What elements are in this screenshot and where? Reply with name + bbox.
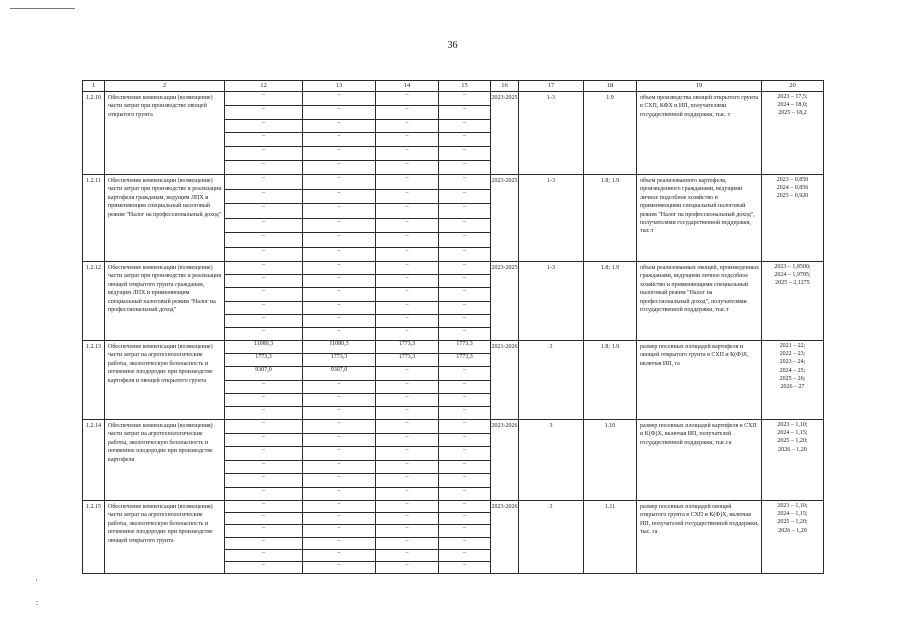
- funding-subrows: [225, 175, 302, 261]
- funding-value: –: [262, 161, 265, 168]
- funding-value: –: [225, 538, 302, 550]
- funding-value: –: [439, 381, 490, 394]
- indicator-values: [762, 262, 824, 341]
- funding-cell-c12: [225, 92, 303, 175]
- funding-value: –: [376, 204, 438, 219]
- indicator-value-line: 2025 – 1,20;: [777, 519, 808, 526]
- indicator-value-line: 2026 – 1,20: [778, 446, 807, 453]
- funding-value: –: [303, 420, 375, 434]
- indicator-value-line: 2024 – 1,9795;: [774, 272, 811, 279]
- funding-value: –: [376, 233, 438, 248]
- funding-value: –: [225, 302, 302, 315]
- header-cell: 14: [376, 81, 439, 92]
- funding-value: –: [405, 406, 409, 413]
- row-number: 1.2.13: [83, 341, 105, 420]
- funding-subrows: [376, 175, 438, 261]
- measure-name: Обеспечение компенсации (возмещение) части затрат при производстве и реализации овощей открытого грунта гражданам, ведущим ЛПХ и применяющим специальный налоговый режим "Налог на профессиональный доход": [105, 262, 225, 341]
- funding-value: –: [225, 204, 302, 219]
- funding-value: –: [405, 487, 409, 494]
- funding-value: –: [225, 106, 302, 120]
- table-row: [83, 341, 824, 420]
- funding-value: –: [337, 487, 341, 494]
- funding-value: –: [262, 247, 265, 254]
- funding-value: –: [439, 461, 490, 475]
- funding-value: –: [303, 219, 375, 234]
- top-rule: [10, 8, 75, 9]
- indicator-values: [762, 501, 824, 574]
- funding-value: –: [225, 394, 302, 407]
- funding-value: –: [376, 106, 438, 120]
- header-cell: 19: [637, 81, 762, 92]
- funding-value: –: [376, 538, 438, 550]
- funding-value: –: [303, 133, 375, 147]
- measure-name: Обеспечение компенсации (возмещения) части затрат на агротехнологические работы, экологическую безопасность и почвенное плодородие при производстве картофеля: [105, 420, 225, 501]
- program-table: [82, 80, 824, 574]
- funding-value: –: [262, 487, 265, 494]
- funding-value: –: [439, 190, 490, 205]
- goal-ref-cell: 3: [519, 501, 584, 574]
- funding-value: 1773,3: [439, 354, 490, 367]
- funding-subrows: [303, 175, 375, 261]
- indicator-value-line: 2025 – 1,20;: [777, 438, 808, 445]
- indicator-value-line: 2023 – 1,8500;: [774, 264, 811, 270]
- funding-cell-c14: [376, 501, 439, 574]
- funding-value: –: [225, 190, 302, 205]
- funding-subrows: [225, 262, 302, 340]
- funding-value: –: [439, 420, 490, 434]
- indicator-value-line: 2025 – 26;: [779, 375, 806, 382]
- indicator-value-line: 2023 – 24;: [779, 359, 806, 366]
- funding-value: –: [439, 367, 490, 380]
- funding-value: –: [225, 175, 302, 190]
- table-row: [83, 175, 824, 262]
- funding-value: –: [376, 367, 438, 380]
- funding-value: –: [439, 434, 490, 448]
- header-cell: 18: [584, 81, 637, 92]
- header-cell: 1: [83, 81, 105, 92]
- funding-subrows: [439, 501, 490, 573]
- funding-value: –: [225, 474, 302, 488]
- period-cell: 2023-2025: [491, 92, 519, 175]
- funding-value: –: [303, 204, 375, 219]
- indicator-description: размер посевных площадей овощей открытого грунта в СХП и К(Ф)Х, включая ИП, получателей государственной поддержки, тыс. га: [637, 501, 762, 574]
- funding-value: –: [376, 147, 438, 161]
- indicator-ref-cell: 1.8; 1.9: [584, 341, 637, 420]
- funding-value: –: [303, 447, 375, 461]
- funding-value: –: [262, 406, 265, 413]
- goal-ref-cell: 3: [519, 341, 584, 420]
- header-cell: 16: [491, 81, 519, 92]
- funding-value: –: [303, 538, 375, 550]
- funding-cell-c13: [303, 420, 376, 501]
- funding-value: –: [225, 420, 302, 434]
- indicator-description: объем производства овощей открытого грунта в СХП, КФХ и ИП, получателями государственной поддержки, тыс. т: [637, 92, 762, 175]
- funding-value: –: [376, 381, 438, 394]
- funding-value: –: [463, 487, 466, 494]
- indicator-values: [762, 420, 824, 501]
- funding-cell-c13: [303, 175, 376, 262]
- funding-subrows: [225, 420, 302, 500]
- funding-value: –: [225, 550, 302, 562]
- funding-value: –: [225, 434, 302, 448]
- funding-value: –: [225, 461, 302, 475]
- funding-value: –: [439, 394, 490, 407]
- funding-value: –: [439, 219, 490, 234]
- indicator-description: размер посевных площадей картофеля и овощей открытого грунта в СХП и К(Ф)Х, включая ИП, га: [637, 341, 762, 420]
- funding-value: –: [405, 161, 409, 168]
- funding-value: –: [303, 233, 375, 248]
- funding-value: 9307,0: [225, 367, 302, 380]
- funding-value: –: [376, 394, 438, 407]
- funding-value: –: [463, 561, 466, 568]
- funding-value: –: [225, 147, 302, 161]
- funding-value: –: [439, 233, 490, 248]
- funding-value: –: [262, 327, 265, 334]
- funding-cell-c13: [303, 341, 376, 420]
- indicator-value-line: 2024 – 1,15;: [777, 511, 808, 518]
- funding-cell-c12: [225, 501, 303, 574]
- funding-value: –: [405, 561, 409, 568]
- funding-value: –: [376, 501, 438, 513]
- funding-value: –: [439, 447, 490, 461]
- funding-value: –: [303, 461, 375, 475]
- funding-subrows: [376, 341, 438, 419]
- funding-value: –: [337, 561, 341, 568]
- funding-value: –: [303, 394, 375, 407]
- funding-value: –: [439, 501, 490, 513]
- indicator-ref-cell: 1.11: [584, 501, 637, 574]
- header-cell: 12: [225, 81, 303, 92]
- indicator-ref-cell: 1.8; 1.9: [584, 262, 637, 341]
- funding-value: –: [376, 420, 438, 434]
- funding-value: –: [303, 315, 375, 328]
- measure-name: Обеспечение компенсации (возмещение) части затрат при производстве овощей открытого грунта: [105, 92, 225, 175]
- funding-cell-c14: [376, 92, 439, 175]
- funding-value: –: [303, 302, 375, 315]
- funding-value: –: [439, 204, 490, 219]
- funding-value: –: [376, 175, 438, 190]
- goal-ref-cell: 1-3: [519, 92, 584, 175]
- funding-value: –: [376, 190, 438, 205]
- funding-subrows: [439, 175, 490, 261]
- funding-value: –: [303, 381, 375, 394]
- measure-name: Обеспечение компенсации (возмещения) части затрат на агротехнологические работы, экологическую безопасность и почвенное плодородие при производстве овощей открытого грунта: [105, 501, 225, 574]
- row-number: 1.2.15: [83, 501, 105, 574]
- funding-subrows: [376, 501, 438, 573]
- funding-subrows: [439, 262, 490, 340]
- funding-value: 1773,3: [376, 341, 438, 354]
- funding-cell-c14: [376, 420, 439, 501]
- funding-value: –: [303, 147, 375, 161]
- indicator-value-line: 2023 – 0,850: [776, 177, 809, 183]
- funding-value: 11080,3: [303, 341, 375, 354]
- funding-value: –: [225, 219, 302, 234]
- funding-value: –: [405, 247, 409, 254]
- funding-value: –: [439, 120, 490, 134]
- funding-value: –: [405, 327, 409, 334]
- period-cell: 2023-2025: [491, 262, 519, 341]
- funding-value: –: [376, 315, 438, 328]
- period-cell: 2023-2026: [491, 501, 519, 574]
- indicator-value-line: 2024 – 0,856: [776, 185, 809, 192]
- indicator-value-line: 2024 – 25;: [779, 367, 806, 374]
- row-number: 1.2.11: [83, 175, 105, 262]
- funding-value: –: [376, 288, 438, 301]
- table-row: [83, 92, 824, 175]
- funding-value: –: [439, 133, 490, 147]
- funding-value: –: [376, 447, 438, 461]
- indicator-description: объем реализованного картофеля, произведенного гражданами, ведущими личное подсобное хозяйство и применяющими специальный налоговый режим "Налог на профессиональный доход", получателями государственной поддержки, тыс.т: [637, 175, 762, 262]
- funding-subrows: [303, 501, 375, 573]
- indicator-value-line: 2023 – 1,10;: [777, 422, 808, 428]
- funding-subrows: [439, 420, 490, 500]
- program-table-sheet: [82, 80, 823, 566]
- funding-value: –: [337, 161, 341, 168]
- funding-value: –: [439, 474, 490, 488]
- funding-value: –: [439, 262, 490, 275]
- indicator-value-line: 2025 – 0,920: [776, 193, 809, 200]
- indicator-value-line: 2021 – 22;: [779, 343, 806, 349]
- indicator-values: [762, 175, 824, 262]
- indicator-ref-cell: 1.10: [584, 420, 637, 501]
- indicator-value-line: 2023 – 1,10;: [777, 503, 808, 509]
- funding-value: –: [439, 288, 490, 301]
- header-cell: 2: [105, 81, 225, 92]
- table-row: [83, 420, 824, 501]
- indicator-value-line: 2022 – 23;: [779, 351, 806, 358]
- row-number: 1.2.10: [83, 92, 105, 175]
- header-cell: 13: [303, 81, 376, 92]
- funding-value: –: [303, 190, 375, 205]
- funding-value: –: [337, 247, 341, 254]
- funding-subrows: [303, 420, 375, 500]
- funding-cell-c15: [439, 175, 491, 262]
- funding-value: –: [439, 147, 490, 161]
- funding-value: –: [376, 92, 438, 106]
- funding-cell-c12: [225, 420, 303, 501]
- header-cell: 17: [519, 81, 584, 92]
- funding-value: –: [303, 434, 375, 448]
- funding-value: –: [225, 513, 302, 525]
- funding-value: –: [303, 275, 375, 288]
- funding-value: –: [303, 474, 375, 488]
- funding-value: –: [463, 247, 466, 254]
- measure-name: Обеспечение компенсации (возмещение) части затрат на агротехнологические работы, экологическую безопасность и почвенное плодородие при производстве картофеля и овощей открытого грунта: [105, 341, 225, 420]
- funding-cell-c12: [225, 262, 303, 341]
- funding-subrows: [376, 92, 438, 174]
- indicator-value-line: 2023 – 17,5;: [777, 94, 808, 100]
- funding-value: –: [225, 288, 302, 301]
- funding-subrows: [225, 341, 302, 419]
- funding-value: –: [303, 513, 375, 525]
- header-row: [83, 81, 824, 92]
- funding-value: –: [463, 161, 466, 168]
- funding-value: 1773,3: [303, 354, 375, 367]
- period-cell: 2023-2026: [491, 420, 519, 501]
- funding-value: –: [376, 219, 438, 234]
- funding-value: –: [376, 513, 438, 525]
- funding-cell-c15: [439, 501, 491, 574]
- funding-value: 1773,3: [439, 341, 490, 354]
- funding-value: –: [439, 538, 490, 550]
- funding-value: –: [303, 175, 375, 190]
- row-number: 1.2.14: [83, 420, 105, 501]
- funding-value: –: [303, 92, 375, 106]
- margin-mark: :: [36, 598, 39, 607]
- page-number: 36: [447, 40, 458, 51]
- funding-cell-c12: [225, 175, 303, 262]
- funding-value: –: [225, 133, 302, 147]
- funding-value: –: [337, 406, 341, 413]
- funding-value: –: [439, 175, 490, 190]
- indicator-value-line: 2024 – 1,15;: [777, 430, 808, 437]
- funding-value: –: [376, 461, 438, 475]
- funding-value: –: [303, 525, 375, 537]
- funding-value: –: [439, 302, 490, 315]
- funding-value: –: [225, 525, 302, 537]
- funding-value: –: [376, 120, 438, 134]
- funding-value: –: [439, 315, 490, 328]
- funding-value: –: [376, 474, 438, 488]
- funding-value: –: [376, 262, 438, 275]
- funding-subrows: [303, 262, 375, 340]
- funding-value: –: [225, 92, 302, 106]
- funding-cell-c14: [376, 341, 439, 420]
- funding-value: –: [376, 434, 438, 448]
- period-cell: 2023-2025: [491, 175, 519, 262]
- funding-value: –: [439, 92, 490, 106]
- indicator-value-line: 2025 – 18,2: [778, 110, 807, 117]
- funding-value: –: [463, 406, 466, 413]
- funding-value: –: [225, 233, 302, 248]
- funding-value: –: [303, 262, 375, 275]
- funding-value: –: [225, 447, 302, 461]
- margin-mark: ': [36, 578, 38, 587]
- funding-value: –: [303, 288, 375, 301]
- indicator-values: [762, 92, 824, 175]
- funding-cell-c14: [376, 262, 439, 341]
- funding-value: –: [262, 561, 265, 568]
- row-number: 1.2.12: [83, 262, 105, 341]
- funding-subrows: [225, 92, 302, 174]
- funding-subrows: [439, 92, 490, 174]
- indicator-description: объем реализованных овощей, произведенных гражданами, ведущими личное подсобное хозяйство и применяющими специальный налоговый режим "Налог на профессиональный доход", получателями государственной поддержки, тыс.т: [637, 262, 762, 341]
- funding-subrows: [303, 341, 375, 419]
- funding-subrows: [439, 341, 490, 419]
- table-row: [83, 262, 824, 341]
- funding-value: –: [303, 120, 375, 134]
- funding-subrows: [225, 501, 302, 573]
- funding-value: –: [376, 302, 438, 315]
- funding-value: 11080,3: [225, 341, 302, 354]
- indicator-value-line: 2026 – 27: [780, 384, 805, 391]
- funding-cell-c15: [439, 262, 491, 341]
- funding-cell-c15: [439, 341, 491, 420]
- indicator-ref-cell: 1.8; 1.9: [584, 175, 637, 262]
- goal-ref-cell: 1-3: [519, 262, 584, 341]
- funding-value: 1773,3: [225, 354, 302, 367]
- funding-cell-c15: [439, 92, 491, 175]
- funding-subrows: [376, 262, 438, 340]
- funding-value: –: [225, 275, 302, 288]
- indicator-value-line: 2024 – 18,0;: [777, 102, 808, 109]
- funding-cell-c13: [303, 501, 376, 574]
- funding-value: –: [225, 120, 302, 134]
- funding-cell-c15: [439, 420, 491, 501]
- indicator-values: [762, 341, 824, 420]
- period-cell: 2021-2026: [491, 341, 519, 420]
- funding-value: –: [225, 381, 302, 394]
- header-cell: 15: [439, 81, 491, 92]
- funding-value: –: [376, 275, 438, 288]
- funding-value: –: [225, 501, 302, 513]
- indicator-value-line: 2026 – 1,20: [778, 527, 807, 534]
- funding-value: –: [463, 327, 466, 334]
- funding-cell-c14: [376, 175, 439, 262]
- funding-value: 9307,0: [303, 367, 375, 380]
- funding-value: –: [439, 513, 490, 525]
- funding-value: –: [439, 106, 490, 120]
- indicator-ref-cell: 1.9: [584, 92, 637, 175]
- funding-value: –: [225, 262, 302, 275]
- funding-value: –: [376, 525, 438, 537]
- funding-value: –: [439, 275, 490, 288]
- funding-value: –: [439, 525, 490, 537]
- funding-value: –: [439, 550, 490, 562]
- table-row: [83, 501, 824, 574]
- header-cell: 20: [762, 81, 824, 92]
- funding-value: –: [303, 550, 375, 562]
- indicator-value-line: 2025 – 2,1275: [775, 280, 810, 287]
- funding-value: –: [337, 327, 341, 334]
- goal-ref-cell: 3: [519, 420, 584, 501]
- funding-cell-c12: [225, 341, 303, 420]
- goal-ref-cell: 1-3: [519, 175, 584, 262]
- measure-name: Обеспечение компенсации (возмещение) части затрат при производстве и реализации картофеля гражданам, ведущим ЛПХ и применяющим специальный налоговый режим "Налог на профессиональный доход": [105, 175, 225, 262]
- funding-subrows: [303, 92, 375, 174]
- funding-cell-c13: [303, 92, 376, 175]
- funding-value: –: [303, 501, 375, 513]
- funding-subrows: [376, 420, 438, 500]
- funding-value: –: [225, 315, 302, 328]
- funding-value: –: [376, 550, 438, 562]
- funding-value: –: [376, 133, 438, 147]
- funding-value: 1773,3: [376, 354, 438, 367]
- funding-cell-c13: [303, 262, 376, 341]
- funding-value: –: [303, 106, 375, 120]
- indicator-description: размер посевных площадей картофеля в СХП и К(Ф)Х, включая ИП, получателей государственной поддержки, тыс.га: [637, 420, 762, 501]
